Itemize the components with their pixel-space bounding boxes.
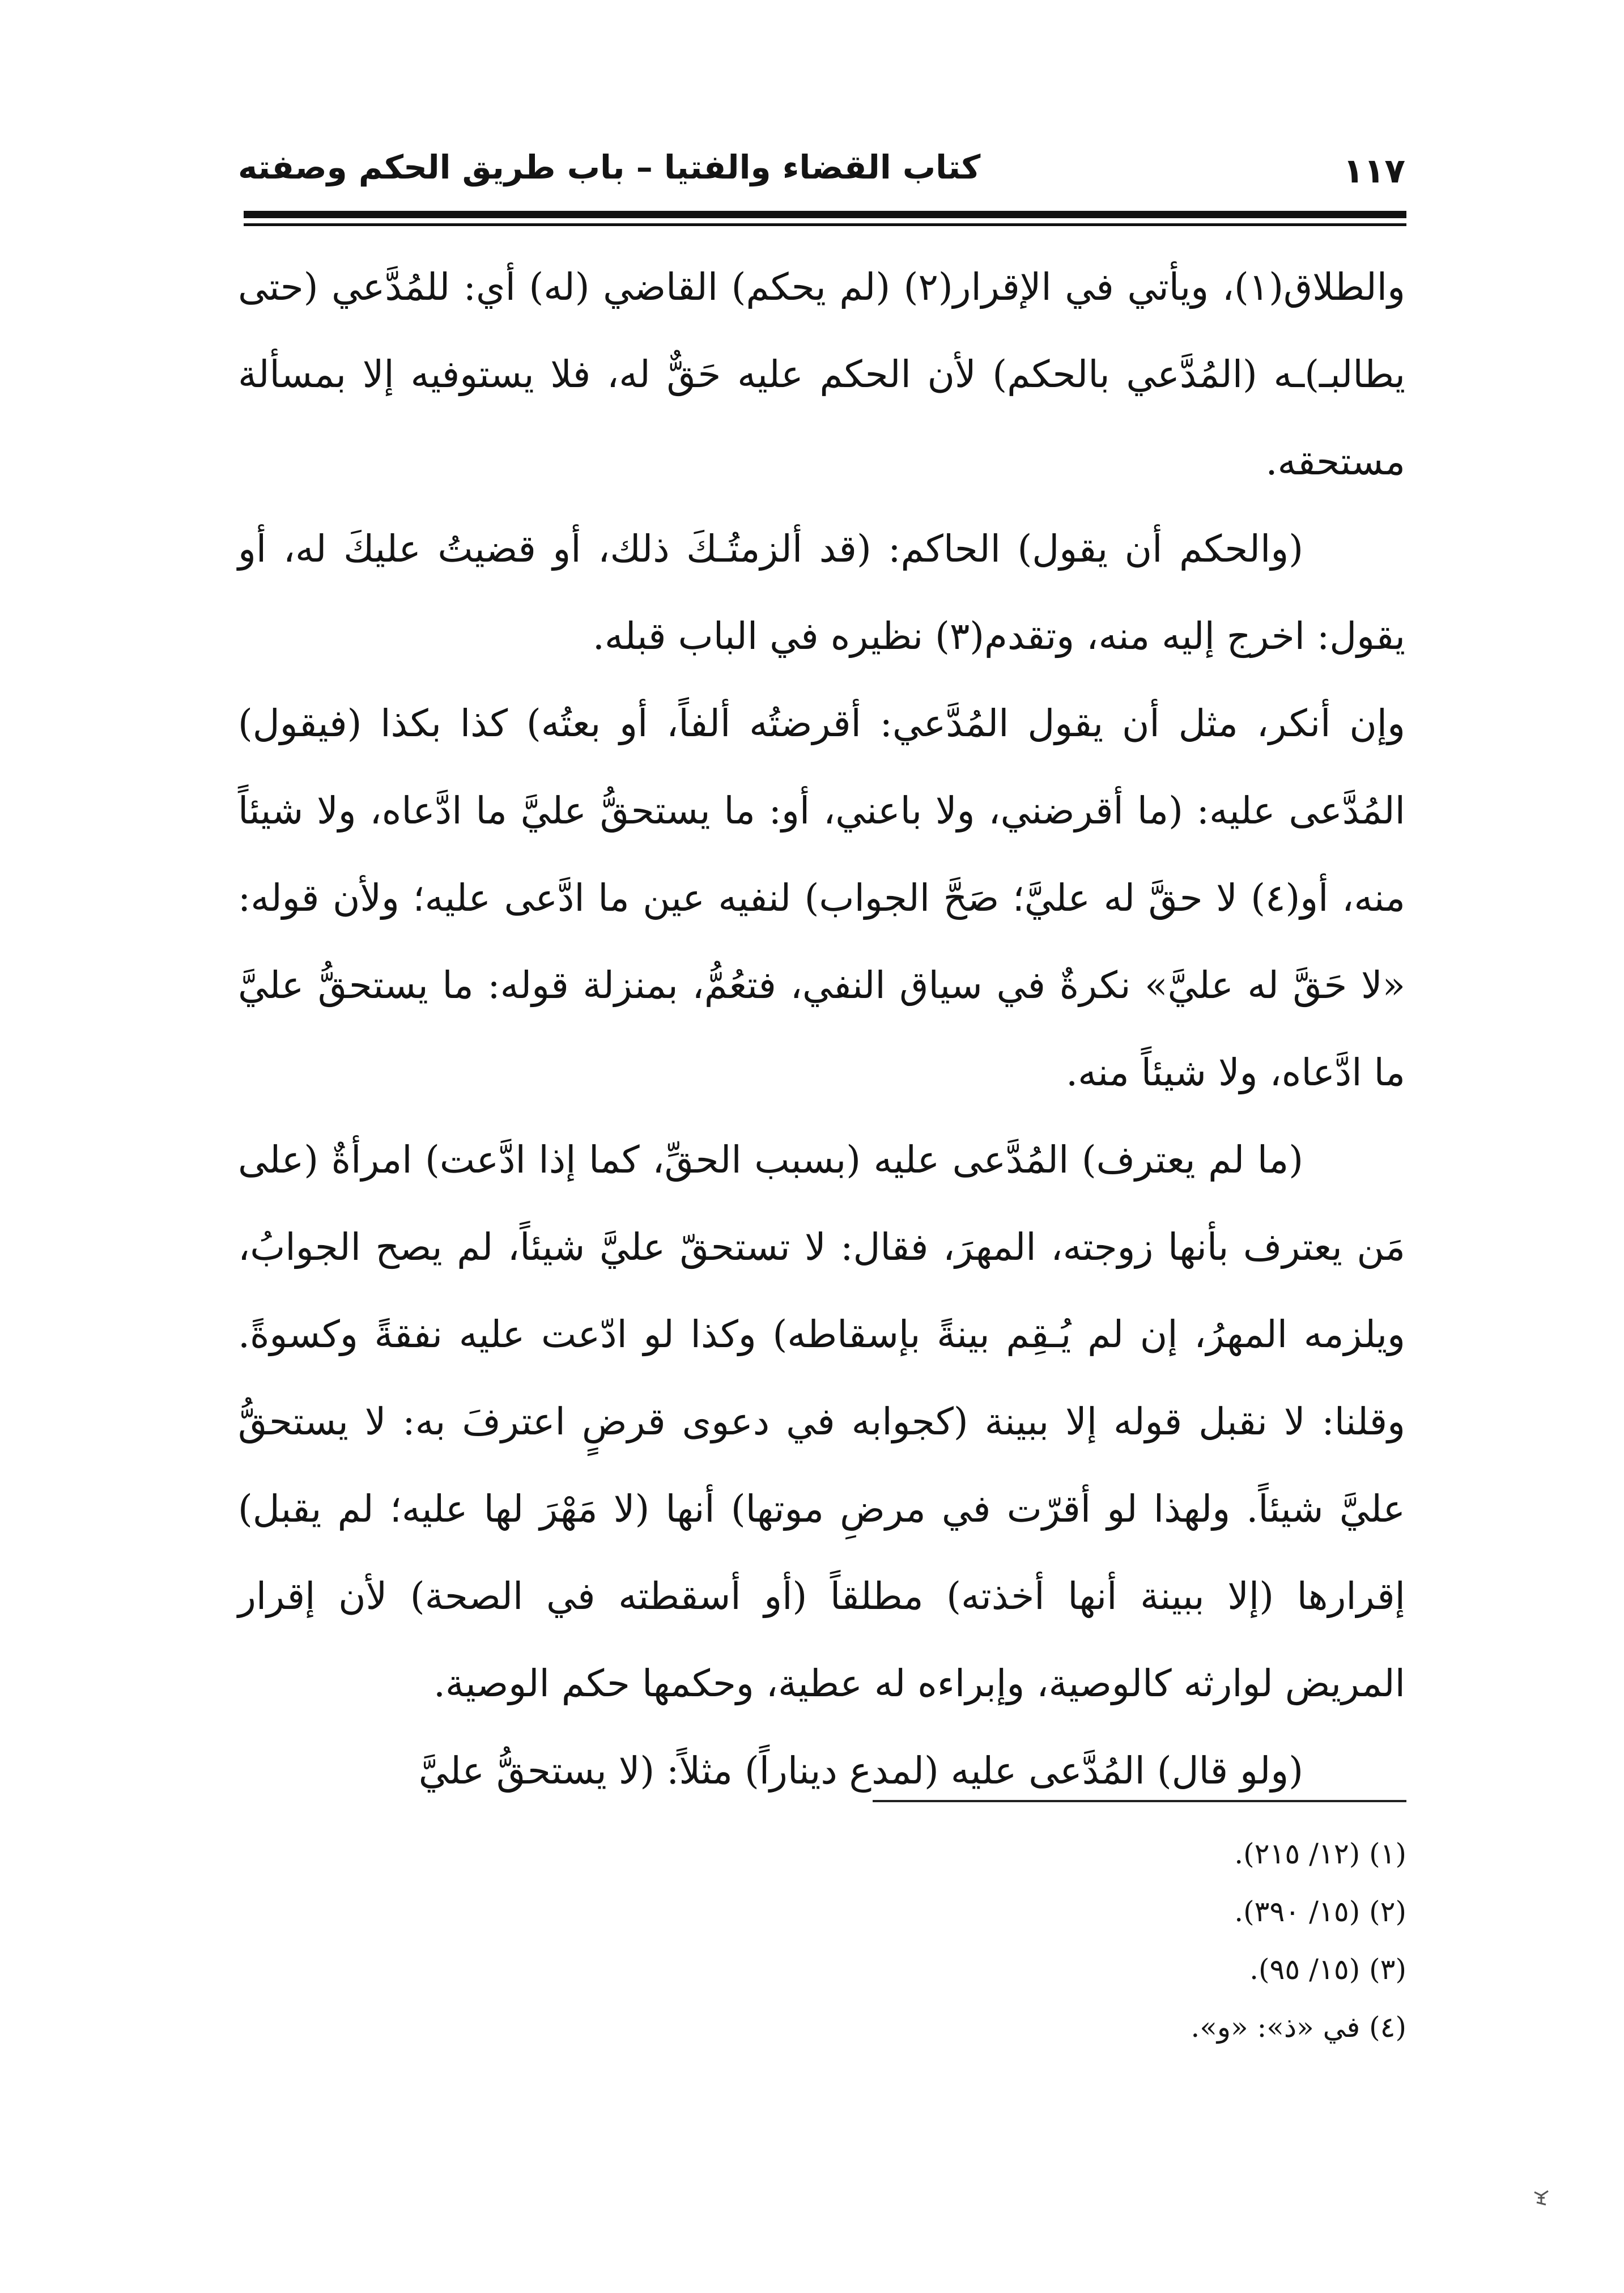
header-rule-thick <box>244 211 1406 218</box>
paragraph-1: والطلاق(١)، ويأتي في الإقرار(٢) (لم يحكم) القاضي (له) أي: للمُدَّعي (حتى يطالبـ)ـه (المُدَّعي بالحكم) لأن الحكم عليه حَقٌّ له، فلا يستوفيه إلا بمسألة مستحقه. <box>238 265 1405 483</box>
running-header <box>238 128 1405 213</box>
header-title: كتاب القضاء والفتيا – باب طريق الحكم وصفته <box>238 148 981 186</box>
footnote-separator <box>873 1800 1406 1802</box>
scan-mark-icon <box>1530 2185 1553 2208</box>
paragraph-2: (والحكم أن يقول) الحاكم: (قد ألزمتُـكَ ذلك، أو قضيتُ عليكَ له، أو يقول: اخرج إليه منه، وتقدم(٣) نظيره في الباب قبله. <box>238 527 1405 658</box>
paragraph-3: وإن أنكر، مثل أن يقول المُدَّعي: أقرضتُه ألفاً، أو بعتُه) كذا بكذا (فيقول) المُدَّعى عليه: (ما أقرضني، ولا باعني، أو: ما يستحقُّ عليَّ ما ادَّعاه، ولا شيئاً منه، أو(٤) لا حقَّ له عليَّ؛ صَحَّ الجواب) لنفيه عين ما ادَّعى عليه؛ ولأن قوله: «لا حَقَّ له عليَّ» نكرةٌ في سياق النفي، فتعُمُّ، بمنزلة قوله: ما يستحقُّ عليَّ ما ادَّعاه، ولا شيئاً منه. <box>238 702 1406 1094</box>
footnote-4: (٤) في «ذ»: «و». <box>1191 2011 1406 2044</box>
main-text <box>238 244 1405 1815</box>
paragraph-4: (ما لم يعترف) المُدَّعى عليه (بسبب الحقِّ، كما إذا ادَّعت) امرأةٌ (على مَن يعترف بأنها زوجته، المهرَ، فقال: لا تستحقّ عليَّ شيئاً، لم يصح الجوابُ، ويلزمه المهرُ، إن لم يُـقِم بينةً بإسقاطه) وكذا لو ادّعت عليه نفقةً وكسوةً. وقلنا: لا نقبل قوله إلا ببينة (كجوابه في دعوى قرضٍ اعترفَ به: لا يستحقُّ عليَّ شيئاً. ولهذا لو أقرّت في مرضِ موتها) أنها (لا مَهْرَ لها عليه؛ لم يقبل) إقرارها (إلا ببينة أنها أخذته) مطلقاً (أو أسقطته في الصحة) لأن إقرار المريض لوارثه كالوصية، وإبراءه له عطية، وحكمها حكم الوصية. <box>238 1138 1405 1705</box>
header-rule-thin <box>244 223 1406 226</box>
scan-mark-glyph <box>1530 2185 1553 2208</box>
page-number: ١١٧ <box>1343 151 1405 191</box>
footnotes <box>873 1825 1406 2056</box>
paragraph-5: (ولو قال) المُدَّعى عليه (لمدع ديناراً) مثلاً: (لا يستحقُّ عليَّ <box>418 1749 1303 1793</box>
footnote-2: (٢) (١٥/ ٣٩٠). <box>1234 1895 1406 1928</box>
footnote-1: (١) (١٢/ ٢١٥). <box>1234 1837 1406 1870</box>
footnote-3: (٣) (١٥/ ٩٥). <box>1249 1953 1406 1986</box>
